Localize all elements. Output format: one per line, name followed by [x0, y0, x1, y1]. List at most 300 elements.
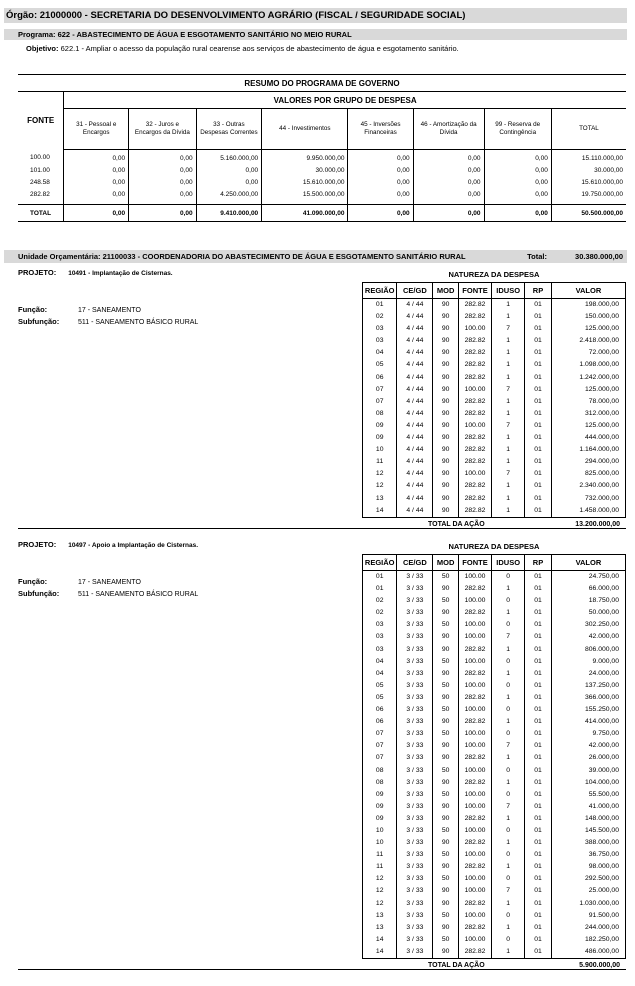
natureza-row: [363, 680, 626, 692]
natureza-cell: 1.098.000,00: [551, 359, 625, 371]
projeto-number: 10497: [68, 542, 87, 549]
resumo-value-cell: 0,00: [484, 164, 551, 176]
natureza-cell: 4 / 44: [397, 359, 433, 371]
natureza-cell: 1: [492, 861, 525, 873]
natureza-col-header: VALOR: [551, 283, 625, 299]
natureza-cell: 90: [433, 801, 458, 813]
natureza-cell: 04: [363, 668, 397, 680]
objetivo-label: Objetivo:: [26, 44, 59, 53]
natureza-row: [363, 813, 626, 825]
fonte-header: FONTE: [27, 116, 55, 126]
natureza-cell: 1: [492, 456, 525, 468]
natureza-row: [363, 777, 626, 789]
natureza-cell: 3 / 33: [397, 789, 433, 801]
natureza-row: [363, 456, 626, 468]
natureza-cell: 4 / 44: [397, 432, 433, 444]
natureza-cell: 3 / 33: [397, 885, 433, 897]
resumo-col-header: TOTAL: [551, 109, 626, 150]
natureza-row: [363, 347, 626, 359]
natureza-row: [363, 444, 626, 456]
natureza-cell: 4 / 44: [397, 311, 433, 323]
natureza-cell: 50: [433, 571, 458, 584]
natureza-cell: 7: [492, 740, 525, 752]
natureza-col-header: IDUSO: [492, 555, 525, 571]
natureza-cell: 1: [492, 396, 525, 408]
natureza-cell: 100.00: [458, 571, 491, 584]
natureza-cell: 01: [525, 813, 552, 825]
natureza-cell: 3 / 33: [397, 946, 433, 959]
natureza-cell: 90: [433, 861, 458, 873]
natureza-cell: 9.750,00: [551, 728, 625, 740]
natureza-cell: 90: [433, 456, 458, 468]
natureza-cell: 1: [492, 777, 525, 789]
natureza-cell: 50: [433, 910, 458, 922]
natureza-cell: 02: [363, 607, 397, 619]
valores-header: VALORES POR GRUPO DE DESPESA: [64, 92, 626, 109]
natureza-cell: 50: [433, 789, 458, 801]
natureza-cell: 05: [363, 680, 397, 692]
natureza-cell: 4 / 44: [397, 505, 433, 518]
resumo-col-header: 99 - Reserva de Contingência: [484, 109, 551, 150]
natureza-cell: 3 / 33: [397, 619, 433, 631]
natureza-cell: 100.00: [458, 680, 491, 692]
resumo-total-cell: 0,00: [413, 205, 484, 222]
natureza-cell: 366.000,00: [551, 692, 625, 704]
natureza-cell: 90: [433, 898, 458, 910]
natureza-row: [363, 359, 626, 371]
natureza-cell: 01: [525, 335, 552, 347]
natureza-cell: 4 / 44: [397, 299, 433, 312]
natureza-col-header: RP: [525, 555, 552, 571]
natureza-row: [363, 922, 626, 934]
unidade-total-value: 30.380.000,00: [575, 252, 623, 261]
resumo-table: [18, 74, 626, 222]
natureza-cell: 282.82: [458, 396, 491, 408]
natureza-cell: 01: [525, 861, 552, 873]
total-acao-label: TOTAL DA AÇÃO: [428, 520, 485, 528]
natureza-col-header: REGIÃO: [363, 555, 397, 571]
natureza-cell: 14: [363, 505, 397, 518]
natureza-cell: 01: [525, 493, 552, 505]
natureza-cell: 3 / 33: [397, 861, 433, 873]
natureza-cell: 388.000,00: [551, 837, 625, 849]
natureza-cell: 100.00: [458, 801, 491, 813]
natureza-cell: 50: [433, 849, 458, 861]
natureza-cell: 10: [363, 837, 397, 849]
natureza-cell: 08: [363, 765, 397, 777]
resumo-total-cell: 0,00: [484, 205, 551, 222]
natureza-cell: 3 / 33: [397, 728, 433, 740]
natureza-cell: 0: [492, 849, 525, 861]
natureza-despesa-table: [362, 540, 626, 972]
natureza-cell: 7: [492, 323, 525, 335]
natureza-cell: 07: [363, 396, 397, 408]
natureza-cell: 100.00: [458, 595, 491, 607]
natureza-cell: 01: [525, 946, 552, 959]
resumo-total-cell: 41.090.000,00: [262, 205, 348, 222]
natureza-cell: 1.242.000,00: [551, 372, 625, 384]
natureza-cell: 07: [363, 384, 397, 396]
resumo-col-header: 46 - Amortização da Dívida: [413, 109, 484, 150]
natureza-col-header: FONTE: [458, 283, 491, 299]
natureza-cell: 1: [492, 311, 525, 323]
objetivo: [26, 44, 459, 53]
natureza-cell: 12: [363, 885, 397, 897]
resumo-value-cell: 0,00: [413, 164, 484, 176]
natureza-cell: 1: [492, 668, 525, 680]
natureza-cell: 01: [525, 728, 552, 740]
natureza-row: [363, 668, 626, 680]
natureza-cell: 125.000,00: [551, 420, 625, 432]
natureza-cell: 24.000,00: [551, 668, 625, 680]
natureza-cell: 18.750,00: [551, 595, 625, 607]
natureza-row: [363, 656, 626, 668]
natureza-cell: 36.750,00: [551, 849, 625, 861]
natureza-cell: 01: [525, 505, 552, 518]
natureza-cell: 3 / 33: [397, 922, 433, 934]
unidade-text: Unidade Orçamentária: 21100033 - COORDENADORIA DO ABASTECIMENTO DE ÁGUA E ESGOTAMENTO SANITÁRIO RURAL: [18, 252, 466, 261]
natureza-cell: 50.000,00: [551, 607, 625, 619]
natureza-cell: 90: [433, 299, 458, 312]
natureza-cell: 100.00: [458, 740, 491, 752]
natureza-cell: 50: [433, 728, 458, 740]
natureza-cell: 01: [525, 801, 552, 813]
natureza-col-header: RP: [525, 283, 552, 299]
natureza-cell: 90: [433, 384, 458, 396]
natureza-cell: 01: [525, 631, 552, 643]
natureza-row: [363, 692, 626, 704]
natureza-cell: 07: [363, 740, 397, 752]
natureza-cell: 01: [525, 468, 552, 480]
natureza-cell: 7: [492, 885, 525, 897]
natureza-cell: 3 / 33: [397, 849, 433, 861]
natureza-row: [363, 595, 626, 607]
natureza-cell: 4 / 44: [397, 384, 433, 396]
subfuncao-value: 511 - SANEAMENTO BÁSICO RURAL: [78, 319, 199, 326]
natureza-row: [363, 934, 626, 946]
resumo-value-cell: 15.610.000,00: [262, 176, 348, 188]
natureza-cell: 282.82: [458, 752, 491, 764]
natureza-col-header: MOD: [433, 283, 458, 299]
resumo-value-cell: 0,00: [64, 150, 129, 165]
natureza-cell: 01: [525, 873, 552, 885]
natureza-cell: 100.00: [458, 910, 491, 922]
natureza-cell: 90: [433, 885, 458, 897]
natureza-row: [363, 583, 626, 595]
resumo-value-cell: 30.000,00: [262, 164, 348, 176]
projeto-label: PROJETO:: [18, 268, 57, 277]
natureza-cell: 198.000,00: [551, 299, 625, 312]
natureza-cell: 0: [492, 656, 525, 668]
natureza-row: [363, 607, 626, 619]
natureza-row: [363, 631, 626, 643]
natureza-cell: 9.000,00: [551, 656, 625, 668]
resumo-total-row: [18, 205, 626, 222]
resumo-value-cell: 0,00: [196, 176, 262, 188]
natureza-cell: 12: [363, 898, 397, 910]
section-divider: [18, 969, 626, 970]
natureza-cell: 06: [363, 704, 397, 716]
natureza-cell: 282.82: [458, 692, 491, 704]
natureza-cell: 282.82: [458, 347, 491, 359]
natureza-cell: 1: [492, 813, 525, 825]
natureza-cell: 90: [433, 420, 458, 432]
projeto-header: PROJETO: 10497 - Apoio a Implantação de Cisternas.: [18, 540, 199, 549]
resumo-value-cell: 9.950.000,00: [262, 150, 348, 165]
natureza-cell: 7: [492, 468, 525, 480]
natureza-cell: 55.500,00: [551, 789, 625, 801]
natureza-cell: 07: [363, 752, 397, 764]
natureza-cell: 100.00: [458, 765, 491, 777]
natureza-cell: 05: [363, 692, 397, 704]
natureza-cell: 100.00: [458, 789, 491, 801]
natureza-row: [363, 849, 626, 861]
natureza-cell: 01: [525, 396, 552, 408]
natureza-cell: 01: [525, 680, 552, 692]
natureza-cell: 244.000,00: [551, 922, 625, 934]
natureza-cell: 11: [363, 456, 397, 468]
natureza-cell: 01: [525, 384, 552, 396]
natureza-cell: 3 / 33: [397, 668, 433, 680]
natureza-cell: 1: [492, 359, 525, 371]
natureza-cell: 100.00: [458, 656, 491, 668]
natureza-cell: 01: [525, 444, 552, 456]
natureza-cell: 100.00: [458, 420, 491, 432]
natureza-cell: 1: [492, 922, 525, 934]
natureza-cell: 3 / 33: [397, 692, 433, 704]
resumo-value-cell: 15.500.000,00: [262, 188, 348, 205]
natureza-col-header: IDUSO: [492, 283, 525, 299]
natureza-cell: 01: [525, 789, 552, 801]
resumo-row: [18, 164, 626, 176]
natureza-row: [363, 861, 626, 873]
natureza-cell: 01: [363, 571, 397, 584]
natureza-cell: 825.000,00: [551, 468, 625, 480]
natureza-cell: 01: [525, 825, 552, 837]
resumo-value-cell: 0,00: [348, 176, 413, 188]
natureza-row: [363, 384, 626, 396]
natureza-cell: 24.750,00: [551, 571, 625, 584]
resumo-value-cell: 0,00: [64, 164, 129, 176]
resumo-col-header: 32 - Juros e Encargos da Dívida: [129, 109, 197, 150]
resumo-value-cell: 0,00: [413, 188, 484, 205]
natureza-cell: 282.82: [458, 311, 491, 323]
natureza-cell: 7: [492, 801, 525, 813]
natureza-cell: 90: [433, 607, 458, 619]
natureza-cell: 282.82: [458, 456, 491, 468]
natureza-cell: 05: [363, 359, 397, 371]
natureza-cell: 1: [492, 583, 525, 595]
natureza-cell: 14: [363, 946, 397, 959]
natureza-cell: 100.00: [458, 323, 491, 335]
natureza-cell: 90: [433, 583, 458, 595]
natureza-cell: 50: [433, 825, 458, 837]
resumo-row: [18, 176, 626, 188]
natureza-row: [363, 728, 626, 740]
resumo-value-cell: 5.160.000,00: [196, 150, 262, 165]
natureza-cell: 3 / 33: [397, 873, 433, 885]
unidade-header: [4, 250, 627, 263]
natureza-cell: 3 / 33: [397, 571, 433, 584]
natureza-cell: 4 / 44: [397, 456, 433, 468]
natureza-cell: 01: [525, 692, 552, 704]
natureza-cell: 1.030.000,00: [551, 898, 625, 910]
natureza-cell: 98.000,00: [551, 861, 625, 873]
resumo-value-cell: 0,00: [129, 188, 197, 205]
resumo-total-label: TOTAL: [18, 205, 64, 222]
natureza-header: NATUREZA DA DESPESA: [448, 270, 540, 279]
natureza-cell: 1: [492, 335, 525, 347]
resumo-row: [18, 188, 626, 205]
natureza-cell: 312.000,00: [551, 408, 625, 420]
natureza-row: [363, 885, 626, 897]
resumo-value-cell: 0,00: [64, 176, 129, 188]
natureza-cell: 91.500,00: [551, 910, 625, 922]
natureza-cell: 90: [433, 335, 458, 347]
natureza-cell: 13: [363, 493, 397, 505]
resumo-value-cell: 0,00: [129, 176, 197, 188]
natureza-cell: 3 / 33: [397, 644, 433, 656]
natureza-cell: 02: [363, 311, 397, 323]
natureza-cell: 3 / 33: [397, 765, 433, 777]
natureza-cell: 01: [363, 299, 397, 312]
natureza-cell: 90: [433, 432, 458, 444]
natureza-cell: 01: [525, 456, 552, 468]
projeto-label: PROJETO:: [18, 540, 57, 549]
natureza-cell: 26.000,00: [551, 752, 625, 764]
objetivo-text: 622.1 - Ampliar o acesso da população rural cearense aos serviços de abastecimento de água e esgotamento sanitário.: [60, 44, 459, 53]
natureza-cell: 01: [525, 837, 552, 849]
total-acao-label: TOTAL DA AÇÃO: [428, 962, 485, 969]
natureza-cell: 100.00: [458, 825, 491, 837]
natureza-cell: 1: [492, 347, 525, 359]
natureza-cell: 2.418.000,00: [551, 335, 625, 347]
natureza-row: [363, 468, 626, 480]
natureza-cell: 0: [492, 571, 525, 584]
natureza-cell: 282.82: [458, 408, 491, 420]
natureza-cell: 50: [433, 619, 458, 631]
natureza-cell: 100.00: [458, 468, 491, 480]
resumo-row: [18, 150, 626, 165]
natureza-col-header: VALOR: [551, 555, 625, 571]
natureza-cell: 0: [492, 873, 525, 885]
resumo-fonte-cell: 101.00: [30, 166, 50, 174]
natureza-cell: 03: [363, 631, 397, 643]
natureza-row: [363, 323, 626, 335]
resumo-col-header: 45 - Inversões Financeiras: [348, 109, 413, 150]
natureza-cell: 104.000,00: [551, 777, 625, 789]
natureza-cell: 01: [525, 420, 552, 432]
natureza-cell: 90: [433, 752, 458, 764]
natureza-cell: 50: [433, 680, 458, 692]
natureza-row: [363, 505, 626, 518]
natureza-cell: 01: [525, 480, 552, 492]
projeto-number: 10491: [68, 270, 87, 277]
natureza-cell: 25.000,00: [551, 885, 625, 897]
natureza-row: [363, 432, 626, 444]
resumo-value-cell: 4.250.000,00: [196, 188, 262, 205]
natureza-cell: 0: [492, 934, 525, 946]
natureza-cell: 3 / 33: [397, 680, 433, 692]
natureza-row: [363, 946, 626, 959]
natureza-cell: 01: [525, 595, 552, 607]
natureza-row: [363, 335, 626, 347]
natureza-cell: 01: [525, 849, 552, 861]
natureza-cell: 01: [525, 922, 552, 934]
natureza-row: [363, 299, 626, 312]
orgao-header: Órgão: 21000000 - SECRETARIA DO DESENVOLVIMENTO AGRÁRIO (FISCAL / SEGURIDADE SOCIAL): [4, 8, 627, 23]
natureza-cell: 01: [525, 934, 552, 946]
natureza-cell: 01: [525, 299, 552, 312]
natureza-cell: 1: [492, 444, 525, 456]
natureza-cell: 3 / 33: [397, 898, 433, 910]
natureza-cell: 292.500,00: [551, 873, 625, 885]
resumo-total-cell: 0,00: [348, 205, 413, 222]
natureza-cell: 100.00: [458, 631, 491, 643]
natureza-cell: 03: [363, 323, 397, 335]
natureza-cell: 282.82: [458, 946, 491, 959]
natureza-cell: 04: [363, 347, 397, 359]
natureza-cell: 90: [433, 922, 458, 934]
natureza-cell: 12: [363, 468, 397, 480]
natureza-cell: 1: [492, 432, 525, 444]
natureza-cell: 150.000,00: [551, 311, 625, 323]
natureza-cell: 01: [525, 765, 552, 777]
natureza-cell: 282.82: [458, 668, 491, 680]
natureza-cell: 50: [433, 873, 458, 885]
natureza-cell: 12: [363, 480, 397, 492]
natureza-row: [363, 372, 626, 384]
natureza-cell: 100.00: [458, 873, 491, 885]
natureza-cell: 01: [525, 752, 552, 764]
programa-header: Programa: 622 - ABASTECIMENTO DE ÁGUA E ESGOTAMENTO SANITÁRIO NO MEIO RURAL: [4, 29, 627, 40]
natureza-cell: 90: [433, 740, 458, 752]
resumo-value-cell: 30.000,00: [551, 164, 626, 176]
natureza-cell: 09: [363, 801, 397, 813]
natureza-cell: 50: [433, 595, 458, 607]
resumo-fonte-cell: 282.82: [30, 190, 50, 198]
natureza-cell: 01: [525, 311, 552, 323]
natureza-cell: 01: [525, 607, 552, 619]
natureza-row: [363, 644, 626, 656]
natureza-cell: 14: [363, 934, 397, 946]
funcao-value: 17 - SANEAMENTO: [78, 307, 141, 314]
natureza-cell: 0: [492, 619, 525, 631]
natureza-cell: 100.00: [458, 619, 491, 631]
natureza-cell: 1: [492, 480, 525, 492]
natureza-cell: 01: [525, 408, 552, 420]
resumo-total-cell: 0,00: [64, 205, 129, 222]
natureza-cell: 282.82: [458, 359, 491, 371]
natureza-cell: 302.250,00: [551, 619, 625, 631]
resumo-value-cell: 0,00: [348, 150, 413, 165]
natureza-cell: 0: [492, 910, 525, 922]
natureza-cell: 03: [363, 644, 397, 656]
natureza-cell: 01: [525, 347, 552, 359]
natureza-row: [363, 480, 626, 492]
natureza-cell: 1: [492, 644, 525, 656]
natureza-cell: 3 / 33: [397, 777, 433, 789]
resumo-total-cell: 50.500.000,00: [551, 205, 626, 222]
natureza-cell: 1: [492, 692, 525, 704]
natureza-cell: 90: [433, 311, 458, 323]
natureza-cell: 3 / 33: [397, 837, 433, 849]
natureza-row: [363, 311, 626, 323]
resumo-value-cell: 0,00: [413, 150, 484, 165]
natureza-cell: 90: [433, 347, 458, 359]
natureza-cell: 282.82: [458, 432, 491, 444]
natureza-cell: 1.458.000,00: [551, 505, 625, 518]
